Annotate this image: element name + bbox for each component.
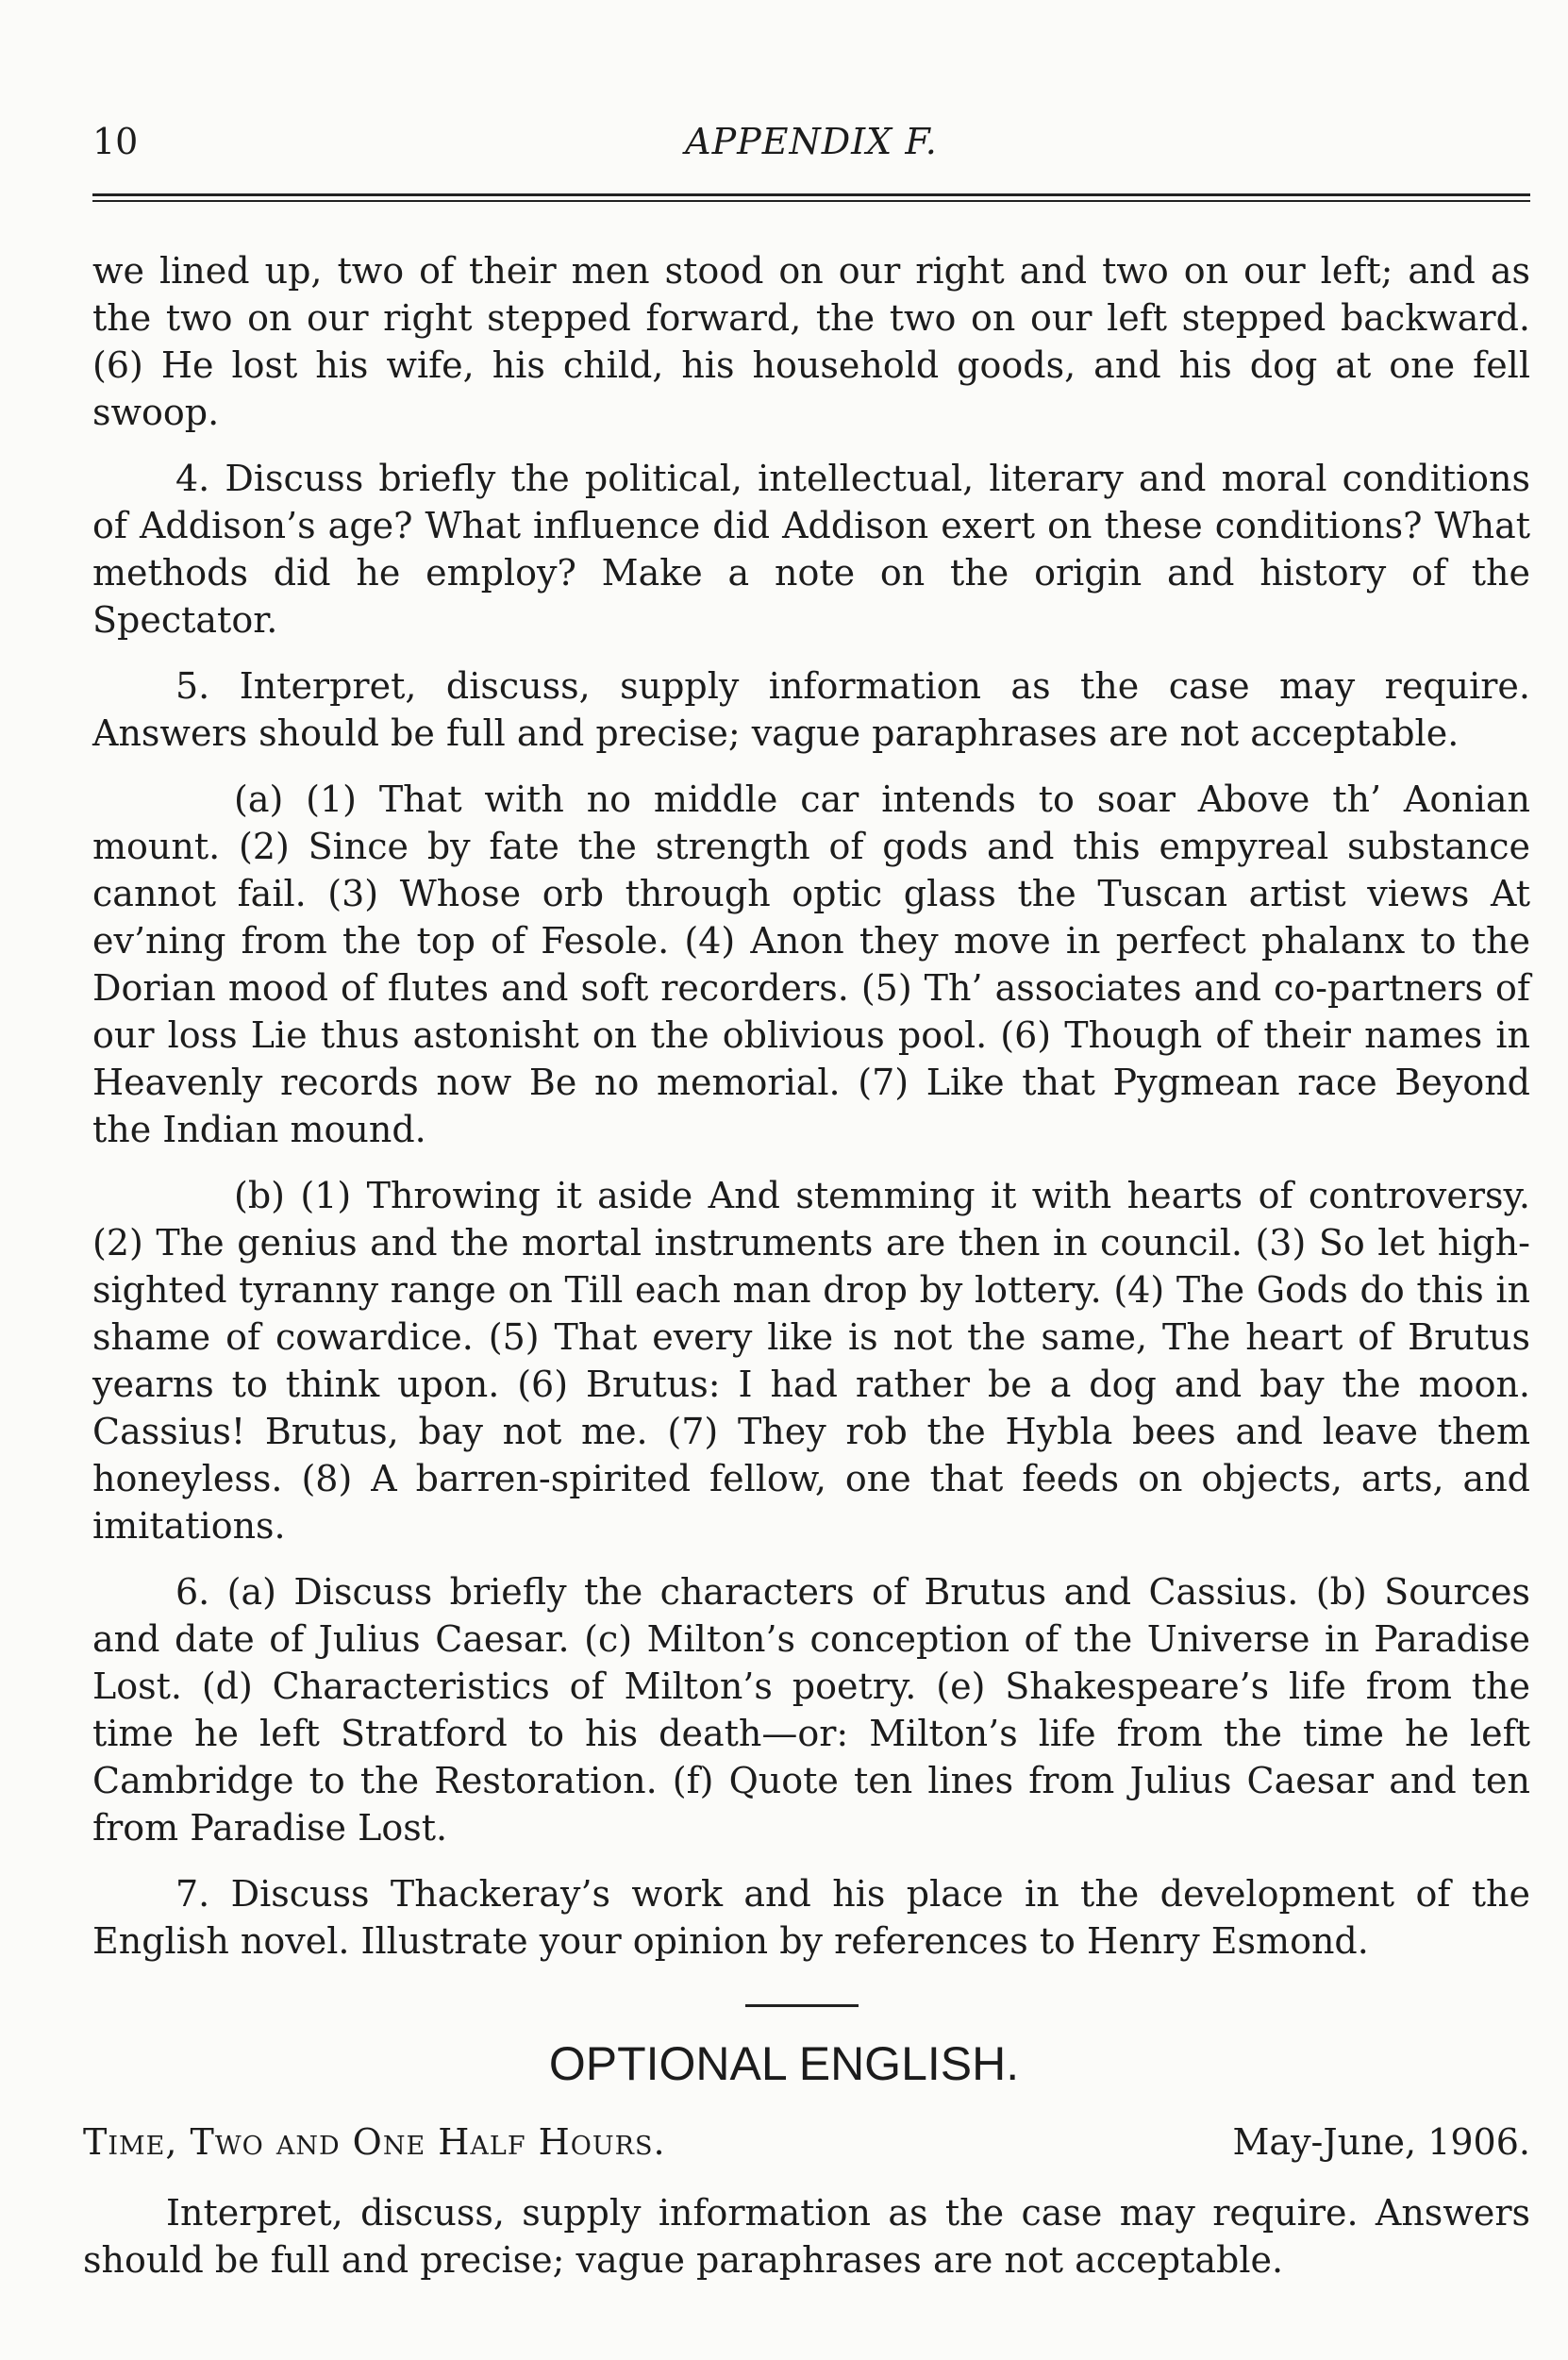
header-rule-thin — [92, 200, 1530, 202]
section-divider — [745, 2004, 859, 2007]
page-header — [92, 121, 1530, 177]
exam-questions — [92, 247, 1530, 1983]
exam-meta — [83, 2118, 1530, 2166]
exam-date: May-June, 1906. — [1232, 2121, 1530, 2163]
page-number: 10 — [92, 121, 139, 162]
header-rule — [92, 193, 1530, 196]
question-5b: (b) (1) Throwing it aside And stemming it with hearts of controversy. (2) The genius and the mortal instruments are then in council. (3) So let high-sighted tyranny range on Till each man drop by lottery. (4) The Gods do this in shame of cowardice. (5) That every like is not the same, The heart of Brutus yearns to think upon. (6) Brutus: I had rather be a dog and bay the moon. Cassius! Brutus, bay not me. (7) They rob the Hybla bees and leave them honeyless. (8) A barren-spirited fellow, one that feeds on objects, arts, and imitations. — [92, 1175, 1530, 1547]
continued-paragraph: we lined up, two of their men stood on our right and two on our left; and as the two on our right stepped forward, the two on our left stepped backward. (6) He lost his wife, his child, his household goods, and his dog at one fell swoop. — [92, 250, 1530, 433]
time-label: Time, Two and One Half Hours. — [83, 2121, 666, 2163]
section-intro: Interpret, discuss, supply information as the case may require. Answers should be full and precise; vague paraphrases are not acceptable. — [83, 2192, 1530, 2281]
question-5a: (a) (1) That with no middle car intends to soar Above th’ Aonian mount. (2) Since by fate the strength of gods and this empyreal substance cannot fail. (3) Whose orb through optic glass the Tuscan artist views At ev’ning from the top of Fesole. (4) Anon they move in perfect phalanx to the Dorian mood of flutes and soft recorders. (5) Th’ associates and co-partners of our loss Lie thus astonisht on the oblivious pool. (6) Though of their names in Heavenly records now Be no memorial. (7) Like that Pygmean race Beyond the Indian mound. — [92, 778, 1530, 1150]
question-7: 7. Discuss Thackeray’s work and his place in the development of the English novel. Illustrate your opinion by references to Henry Esmond. — [92, 1873, 1530, 1962]
section-title: OPTIONAL ENGLISH. — [548, 2037, 1020, 2090]
running-title: APPENDIX F. — [685, 121, 938, 162]
question-6: 6. (a) Discuss briefly the characters of Brutus and Cassius. (b) Sources and date of Julius Caesar. (c) Milton’s conception of the Universe in Paradise Lost. (d) Characteristics of Milton’s poetry. (e) Shakespeare’s life from the time he left Stratford to his death—or: Milton’s life from the time he left Cambridge to the Restoration. (f) Quote ten lines from Julius Caesar and ten from Paradise Lost. — [92, 1571, 1530, 1849]
question-5: 5. Interpret, discuss, supply information as the case may require. Answers should be full and precise; vague paraphrases are not acceptable. — [92, 665, 1530, 754]
question-4: 4. Discuss briefly the political, intellectual, literary and moral conditions of Addison’s age? What influence did Addison exert on these conditions? What methods did he employ? Make a note on the origin and history of the Spectator. — [92, 458, 1530, 641]
